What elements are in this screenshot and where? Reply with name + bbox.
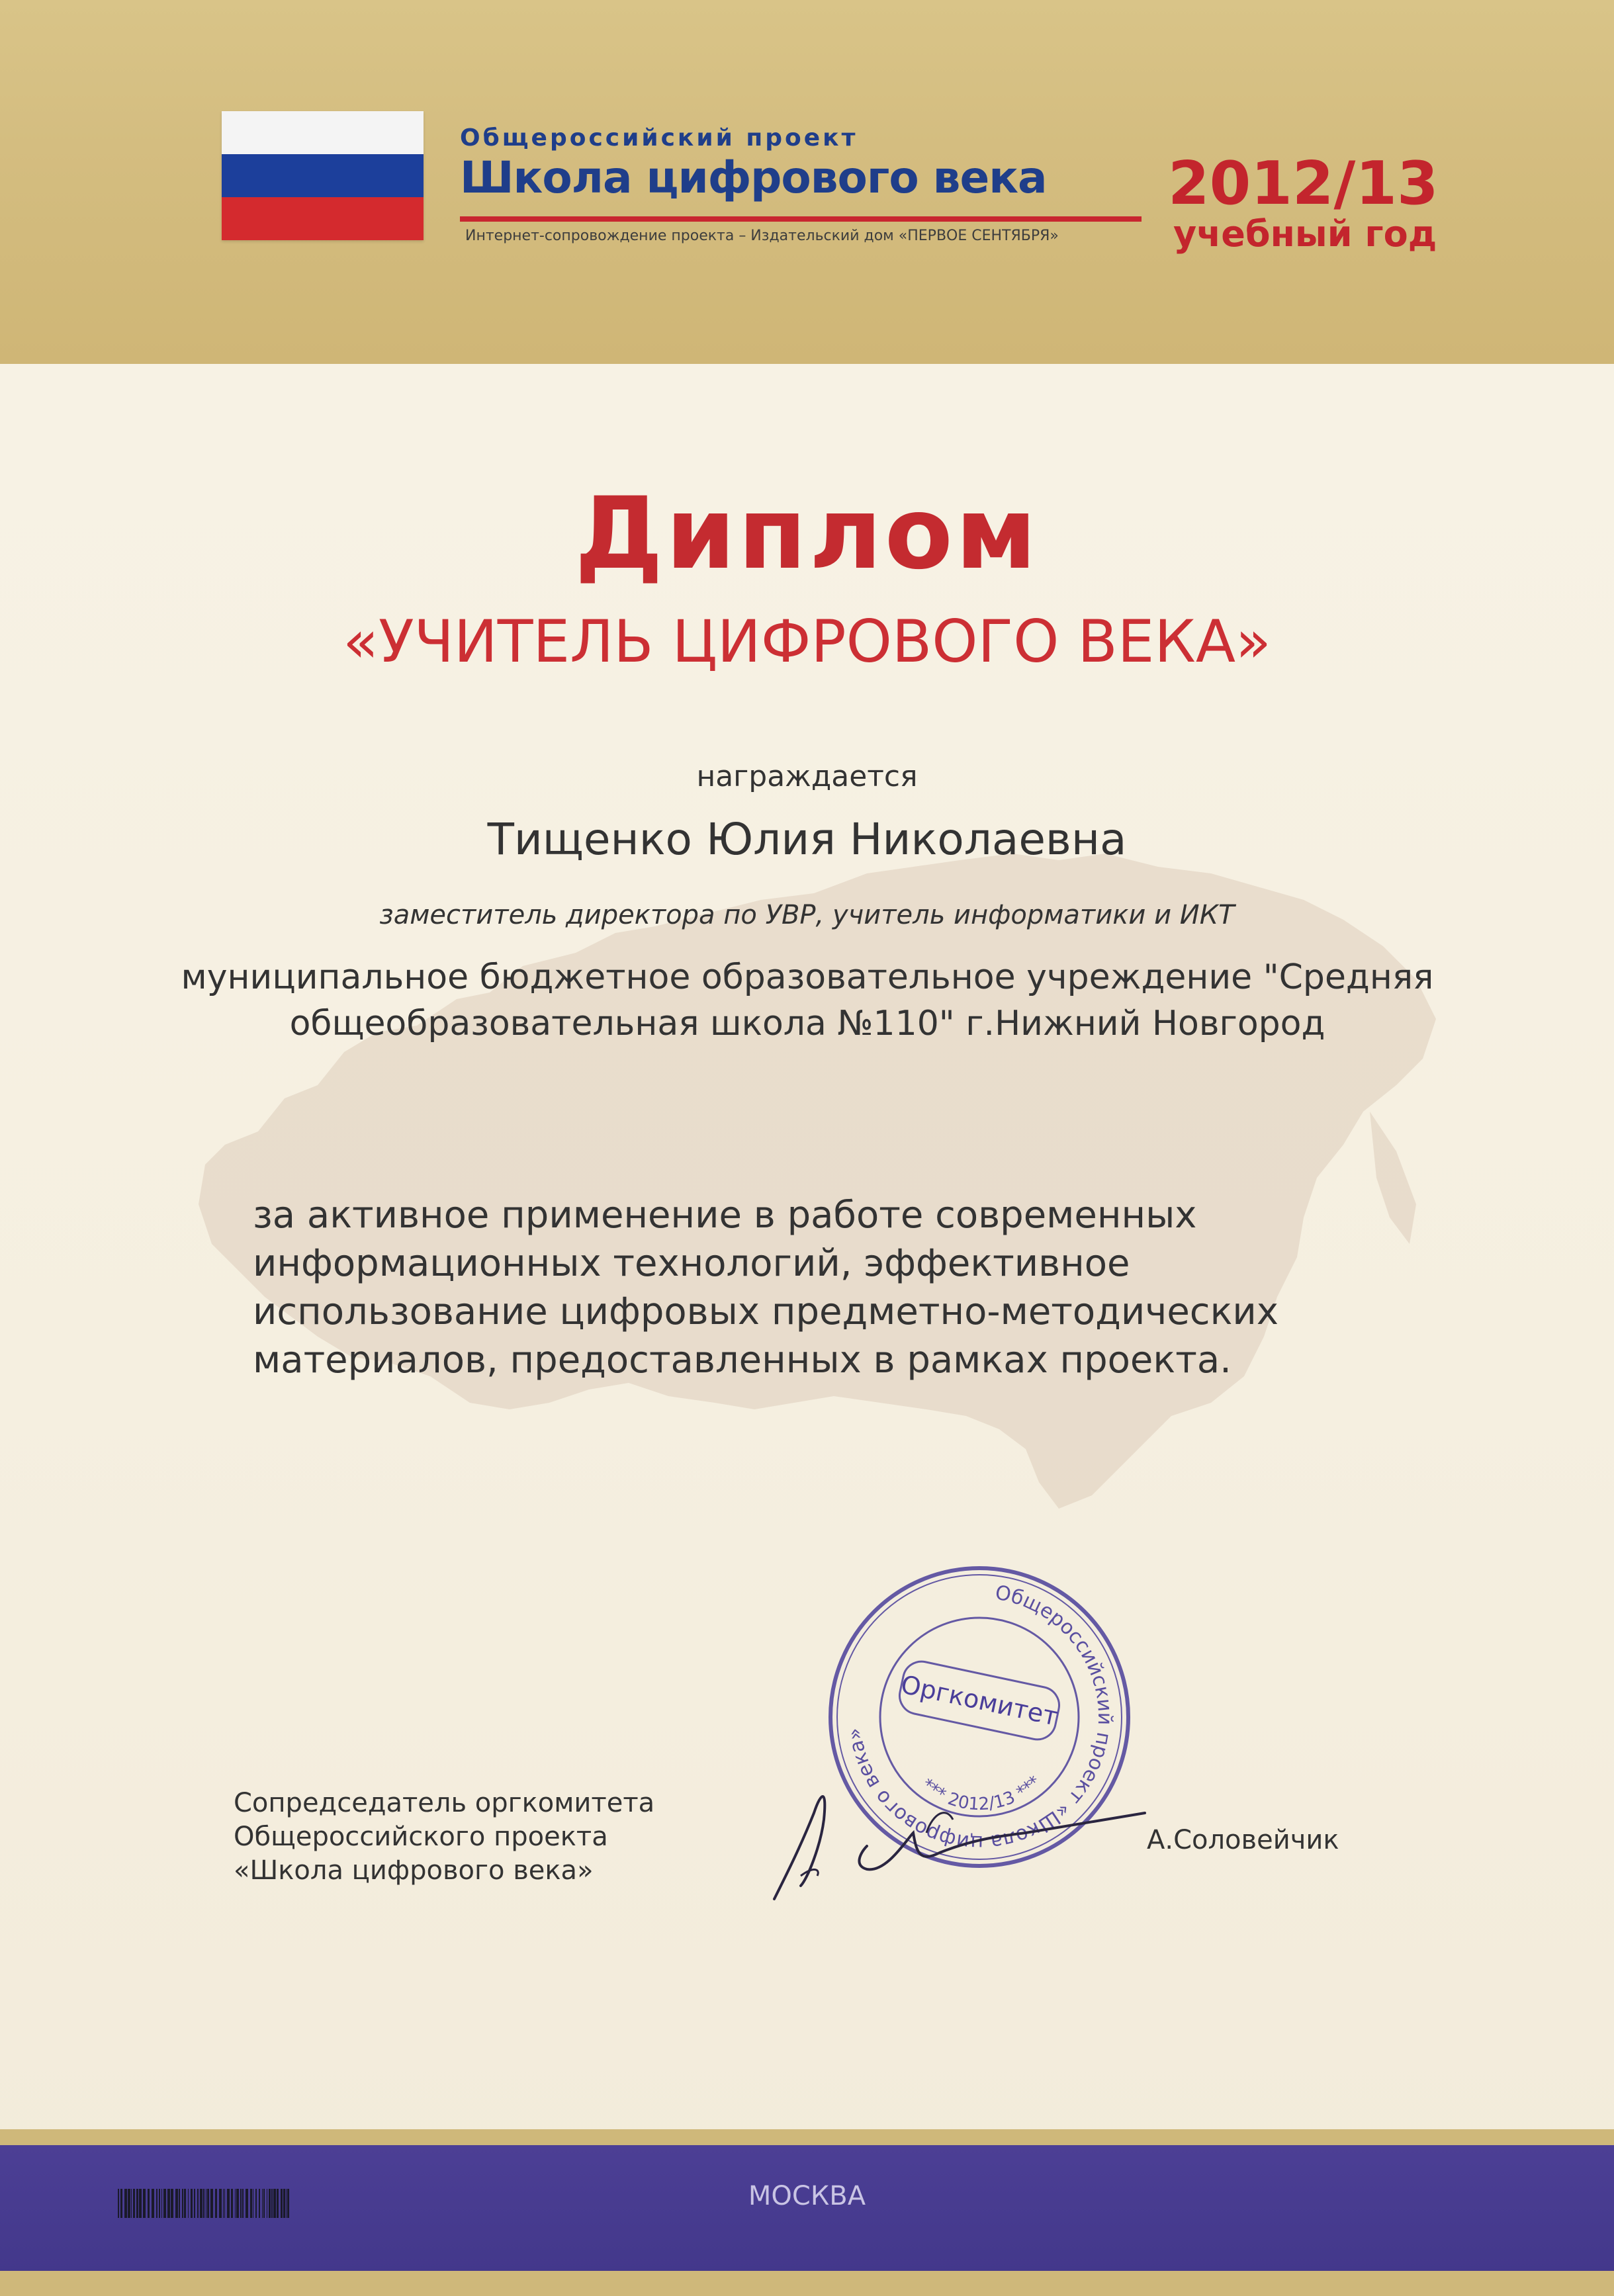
stamp-center-text: Оргкомитет xyxy=(898,1669,1061,1732)
recipient-position: заместитель директора по УВР, учитель информатики и ИКТ xyxy=(379,900,1235,930)
recipient-name: Тищенко Юлия Николаевна xyxy=(487,814,1127,865)
reason-line: информационных технологий, эффективное xyxy=(253,1242,1130,1285)
header-divider xyxy=(460,216,1142,222)
project-note: Интернет-сопровождение проекта – Издательский дом «ПЕРВОЕ СЕНТЯБРЯ» xyxy=(465,228,1059,244)
russian-flag-icon xyxy=(222,111,424,240)
organization-line: муниципальное бюджетное образовательное учреждение "Средняя xyxy=(181,957,1434,997)
organization-line: общеобразовательная школа №110" г.Нижний Новгород xyxy=(289,1004,1325,1043)
footer-gold-stripe xyxy=(0,2129,1614,2145)
signatory-title-line: Сопредседатель оргкомитета xyxy=(234,1788,655,1818)
signatory-title xyxy=(234,1787,654,1888)
organization xyxy=(106,954,1509,1047)
signatory-title-line: «Школа цифрового века» xyxy=(234,1855,594,1886)
header-band xyxy=(0,0,1614,364)
awarded-label: награждается xyxy=(696,760,918,793)
signatory-name: А.Соловейчик xyxy=(1147,1825,1339,1855)
reason-line: за активное применение в работе современных xyxy=(253,1194,1197,1237)
city-label: МОСКВА xyxy=(748,2181,866,2211)
award-name: «УЧИТЕЛЬ ЦИФРОВОГО ВЕКА» xyxy=(343,607,1271,676)
footer-gold-stripe-bottom xyxy=(0,2271,1614,2296)
handwritten-signature xyxy=(761,1747,1158,1906)
project-subtitle: Общероссийский проект xyxy=(460,124,858,152)
signatory-title-line: Общероссийского проекта xyxy=(234,1822,608,1852)
stamp-bottom-text: *** 2012/13 *** xyxy=(917,1772,1045,1815)
diploma-title: Диплом xyxy=(574,476,1040,592)
award-reason xyxy=(253,1191,1417,1384)
school-year: 2012/13 xyxy=(1168,149,1439,218)
barcode-icon xyxy=(118,2189,291,2218)
stamp-ring-text: Общероссийский проект «Школа цифрового века» xyxy=(842,1581,1117,1855)
project-title: Школа цифрового века xyxy=(460,152,1047,203)
school-year-label: учебный год xyxy=(1173,213,1437,255)
reason-line: материалов, предоставленных в рамках проекта. xyxy=(253,1339,1232,1382)
reason-line: использование цифровых предметно-методических xyxy=(253,1290,1278,1333)
